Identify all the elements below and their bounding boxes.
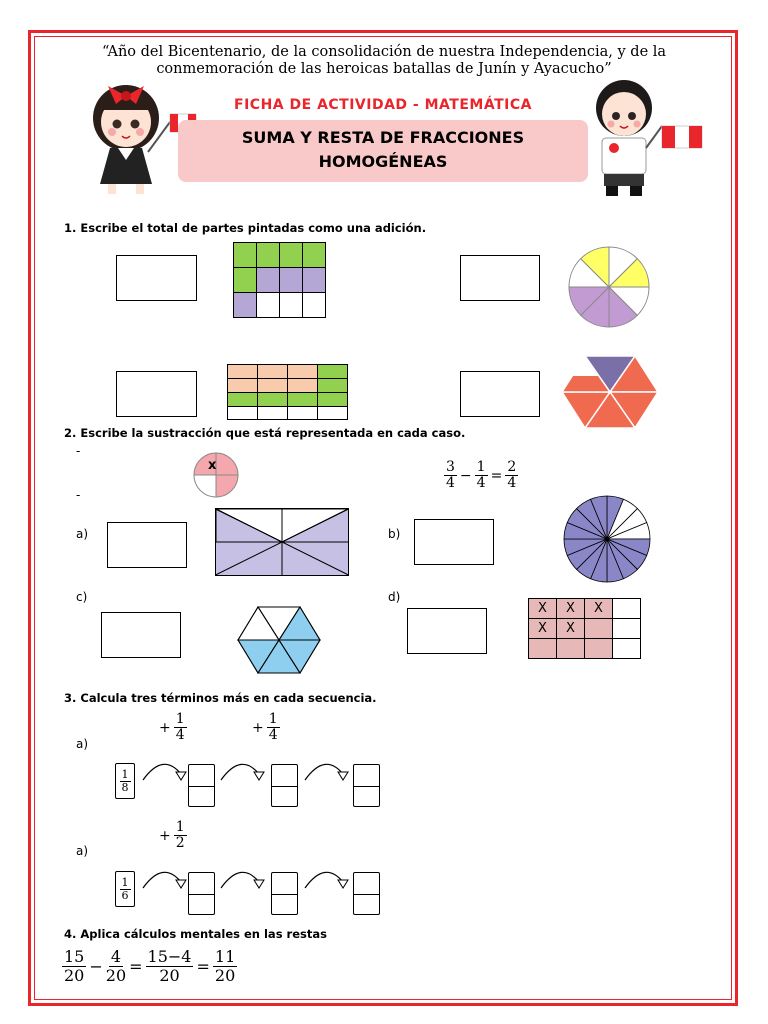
seq1-answer-1[interactable] [188,764,215,807]
seq1-answer-3[interactable] [353,764,380,807]
label-b: b) [388,527,401,541]
label-a: a) [76,527,89,541]
answer-box-2c[interactable] [101,612,181,658]
circle-eighths-icon [561,244,657,330]
grid-orange-green [227,364,348,420]
example-equation: $\frac{3}{4}$ − $\frac{1}{4}$ = $\frac{2}{4}$ [446,459,517,491]
page-title: SUMA Y RESTA DE FRACCIONES HOMOGÉNEAS [241,128,525,171]
step-label-1: + $\frac{1}{4}$ [159,711,185,743]
seq1-answer-2[interactable] [271,764,298,807]
circle-quarters-icon [190,450,244,500]
question-2: 2. Escribe la sustracción que está representada en cada caso. [64,426,466,440]
question-4: 4. Aplica cálculos mentales en las restas [64,927,327,941]
step-label-2: + $\frac{1}{4}$ [252,711,278,743]
seq2-answer-1[interactable] [188,872,215,915]
step-label-3: + $\frac{1}{2}$ [159,819,185,851]
seq1-start: $\frac{1}{8}$ [115,763,135,799]
answer-box-2d[interactable] [407,608,487,654]
year-slogan: “Año del Bicentenario, de la consolidación de nuestra Independencia, y de la conmemoración de las heroicas batallas de Junín y Ayacucho” [101,44,667,77]
label-seq-1: a) [76,737,89,751]
grid-crossed: X X X X X [528,598,641,659]
seq2-arrows [135,858,385,918]
boy-illustration-icon [578,76,708,198]
activity-label: FICHA DE ACTIVIDAD - MATEMÁTICA [234,97,532,113]
question-1: 1. Escribe el total de partes pintadas como una adición. [64,221,427,235]
label-d: d) [388,590,401,604]
hexagon-sixths-icon [560,350,660,434]
label-seq-2: a) [76,844,89,858]
fraction: $\frac{2}{4}$ [507,459,517,491]
answer-box-1b[interactable] [460,255,540,301]
question-3: 3. Calcula tres términos más en cada secuencia. [64,691,377,705]
answer-box-1d[interactable] [460,371,540,417]
grid-green-purple [233,242,326,318]
answer-box-1c[interactable] [116,371,197,417]
seq2-start: $\frac{1}{6}$ [115,871,135,907]
hexagon-twelfths-icon [236,605,322,675]
label-c: c) [76,590,88,604]
seq2-answer-2[interactable] [271,872,298,915]
answer-box-2b[interactable] [414,519,494,565]
seq1-arrows [135,750,385,810]
cross-mark: x [208,458,217,473]
mental-math-equation: $\frac{15}{20}$ − $\frac{4}{20}$ = $\frac{15-4}{20}$ = $\frac{11}{20}$ [64,947,236,985]
fraction: $\frac{3}{4}$ [446,459,455,491]
dash-mark: - [76,444,81,458]
seq2-answer-3[interactable] [353,872,380,915]
dash-mark: - [76,488,81,502]
fraction: $\frac{1}{4}$ [476,459,486,491]
circle-sixteenths-icon [560,495,656,583]
answer-box-1a[interactable] [116,255,197,301]
rectangle-eighths-icon [215,508,349,576]
answer-box-2a[interactable] [107,522,187,568]
